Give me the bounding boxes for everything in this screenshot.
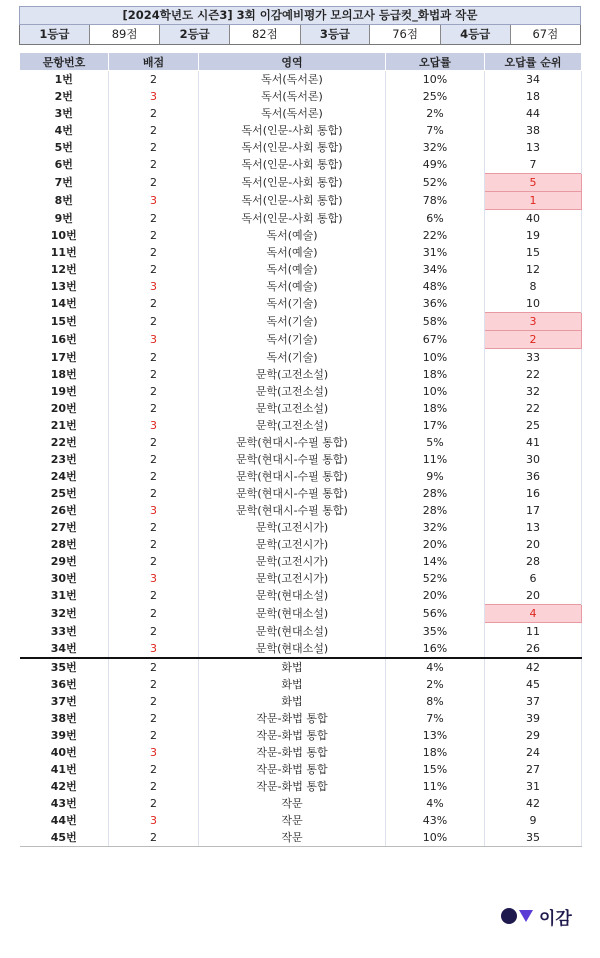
question-number-cell: 28번 bbox=[20, 536, 109, 553]
error-rank-cell: 26 bbox=[485, 640, 582, 658]
logo-circle-icon bbox=[501, 908, 517, 924]
question-number-cell: 8번 bbox=[20, 192, 109, 210]
error-rank-cell: 20 bbox=[485, 587, 582, 605]
table-row bbox=[20, 795, 582, 812]
question-number-cell: 15번 bbox=[20, 313, 109, 331]
error-rank-cell: 7 bbox=[485, 156, 582, 174]
table-row bbox=[20, 605, 582, 623]
error-rate-cell: 67% bbox=[386, 331, 485, 349]
area-cell: 독서(기술) bbox=[199, 349, 386, 367]
error-rate-cell: 18% bbox=[386, 400, 485, 417]
area-cell: 독서(독서론) bbox=[199, 88, 386, 105]
points-cell: 3 bbox=[109, 570, 199, 587]
question-number-cell: 6번 bbox=[20, 156, 109, 174]
question-number-cell: 29번 bbox=[20, 553, 109, 570]
points-cell: 2 bbox=[109, 383, 199, 400]
area-cell: 작문 bbox=[199, 829, 386, 847]
error-rank-cell: 37 bbox=[485, 693, 582, 710]
table-row bbox=[20, 640, 582, 658]
points-cell: 2 bbox=[109, 313, 199, 331]
header-area: 영역 bbox=[199, 53, 386, 71]
error-rate-cell: 48% bbox=[386, 278, 485, 295]
area-cell: 독서(기술) bbox=[199, 295, 386, 313]
question-number-cell: 4번 bbox=[20, 122, 109, 139]
error-rank-cell: 38 bbox=[485, 122, 582, 139]
table-row bbox=[20, 812, 582, 829]
table-row bbox=[20, 71, 582, 89]
grade-label: 1등급 bbox=[20, 25, 90, 44]
question-number-cell: 11번 bbox=[20, 244, 109, 261]
table-row bbox=[20, 227, 582, 244]
points-cell: 2 bbox=[109, 605, 199, 623]
error-rate-cell: 14% bbox=[386, 553, 485, 570]
question-number-cell: 27번 bbox=[20, 519, 109, 536]
error-rate-cell: 56% bbox=[386, 605, 485, 623]
question-number-cell: 39번 bbox=[20, 727, 109, 744]
error-rank-cell: 13 bbox=[485, 139, 582, 156]
table-row bbox=[20, 536, 582, 553]
table-row bbox=[20, 174, 582, 192]
points-cell: 3 bbox=[109, 88, 199, 105]
error-rate-cell: 36% bbox=[386, 295, 485, 313]
area-cell: 문학(고전소설) bbox=[199, 417, 386, 434]
table-row bbox=[20, 468, 582, 485]
question-number-cell: 3번 bbox=[20, 105, 109, 122]
error-rank-cell: 42 bbox=[485, 795, 582, 812]
error-rank-cell: 44 bbox=[485, 105, 582, 122]
error-rate-cell: 10% bbox=[386, 349, 485, 367]
area-cell: 문학(현대시-수필 통합) bbox=[199, 451, 386, 468]
area-cell: 문학(고전소설) bbox=[199, 383, 386, 400]
error-rank-cell: 41 bbox=[485, 434, 582, 451]
error-rate-cell: 52% bbox=[386, 570, 485, 587]
points-cell: 2 bbox=[109, 658, 199, 676]
error-rate-cell: 5% bbox=[386, 434, 485, 451]
question-number-cell: 17번 bbox=[20, 349, 109, 367]
points-cell: 2 bbox=[109, 778, 199, 795]
table-row bbox=[20, 693, 582, 710]
error-rate-cell: 32% bbox=[386, 139, 485, 156]
area-cell: 화법 bbox=[199, 693, 386, 710]
points-cell: 3 bbox=[109, 417, 199, 434]
grade-score: 82점 bbox=[230, 25, 300, 44]
table-row bbox=[20, 658, 582, 676]
area-cell: 독서(인문-사회 통합) bbox=[199, 122, 386, 139]
table-row bbox=[20, 210, 582, 228]
table-row bbox=[20, 366, 582, 383]
error-rate-cell: 28% bbox=[386, 502, 485, 519]
question-number-cell: 21번 bbox=[20, 417, 109, 434]
table-row bbox=[20, 417, 582, 434]
error-rate-cell: 9% bbox=[386, 468, 485, 485]
area-cell: 문학(현대시-수필 통합) bbox=[199, 502, 386, 519]
table-row bbox=[20, 744, 582, 761]
area-cell: 작문-화법 통합 bbox=[199, 710, 386, 727]
question-number-cell: 14번 bbox=[20, 295, 109, 313]
points-cell: 2 bbox=[109, 400, 199, 417]
points-cell: 2 bbox=[109, 536, 199, 553]
error-rate-cell: 10% bbox=[386, 383, 485, 400]
error-rank-cell: 13 bbox=[485, 519, 582, 536]
table-row bbox=[20, 710, 582, 727]
error-rank-cell: 32 bbox=[485, 383, 582, 400]
points-cell: 2 bbox=[109, 139, 199, 156]
points-cell: 2 bbox=[109, 434, 199, 451]
table-row bbox=[20, 587, 582, 605]
error-rank-cell: 39 bbox=[485, 710, 582, 727]
error-rank-cell: 29 bbox=[485, 727, 582, 744]
area-cell: 문학(고전소설) bbox=[199, 400, 386, 417]
points-cell: 2 bbox=[109, 451, 199, 468]
area-cell: 작문 bbox=[199, 812, 386, 829]
area-cell: 문학(현대소설) bbox=[199, 587, 386, 605]
error-rank-cell: 25 bbox=[485, 417, 582, 434]
header-question-no: 문항번호 bbox=[20, 53, 109, 71]
error-rank-cell: 34 bbox=[485, 71, 582, 89]
error-rank-cell: 27 bbox=[485, 761, 582, 778]
points-cell: 2 bbox=[109, 227, 199, 244]
table-row bbox=[20, 676, 582, 693]
error-rate-cell: 28% bbox=[386, 485, 485, 502]
area-cell: 독서(독서론) bbox=[199, 105, 386, 122]
area-cell: 작문-화법 통합 bbox=[199, 744, 386, 761]
table-row bbox=[20, 105, 582, 122]
question-number-cell: 40번 bbox=[20, 744, 109, 761]
area-cell: 화법 bbox=[199, 658, 386, 676]
error-rank-cell: 35 bbox=[485, 829, 582, 847]
error-rate-cell: 31% bbox=[386, 244, 485, 261]
area-cell: 문학(고전시가) bbox=[199, 553, 386, 570]
table-row bbox=[20, 383, 582, 400]
points-cell: 2 bbox=[109, 244, 199, 261]
area-cell: 문학(현대시-수필 통합) bbox=[199, 468, 386, 485]
error-rank-cell: 22 bbox=[485, 366, 582, 383]
area-cell: 독서(인문-사회 통합) bbox=[199, 192, 386, 210]
error-rate-cell: 43% bbox=[386, 812, 485, 829]
error-rank-cell: 40 bbox=[485, 210, 582, 228]
error-rank-cell: 42 bbox=[485, 658, 582, 676]
error-rank-cell: 30 bbox=[485, 451, 582, 468]
area-cell: 독서(예술) bbox=[199, 244, 386, 261]
area-cell: 독서(독서론) bbox=[199, 71, 386, 89]
points-cell: 3 bbox=[109, 812, 199, 829]
error-rate-cell: 16% bbox=[386, 640, 485, 658]
points-cell: 2 bbox=[109, 710, 199, 727]
question-number-cell: 33번 bbox=[20, 623, 109, 641]
error-rate-cell: 11% bbox=[386, 451, 485, 468]
question-number-cell: 32번 bbox=[20, 605, 109, 623]
error-rate-cell: 20% bbox=[386, 587, 485, 605]
table-row bbox=[20, 778, 582, 795]
points-cell: 3 bbox=[109, 331, 199, 349]
error-rate-cell: 32% bbox=[386, 519, 485, 536]
error-rank-cell: 6 bbox=[485, 570, 582, 587]
points-cell: 2 bbox=[109, 156, 199, 174]
area-cell: 작문 bbox=[199, 795, 386, 812]
error-rank-cell: 36 bbox=[485, 468, 582, 485]
error-rank-cell: 33 bbox=[485, 349, 582, 367]
points-cell: 2 bbox=[109, 122, 199, 139]
error-rate-cell: 34% bbox=[386, 261, 485, 278]
points-cell: 3 bbox=[109, 192, 199, 210]
area-cell: 독서(기술) bbox=[199, 331, 386, 349]
error-rank-cell: 15 bbox=[485, 244, 582, 261]
question-number-cell: 30번 bbox=[20, 570, 109, 587]
area-cell: 독서(인문-사회 통합) bbox=[199, 139, 386, 156]
error-rank-cell: 10 bbox=[485, 295, 582, 313]
error-rate-cell: 11% bbox=[386, 778, 485, 795]
question-number-cell: 41번 bbox=[20, 761, 109, 778]
table-row bbox=[20, 122, 582, 139]
question-number-cell: 13번 bbox=[20, 278, 109, 295]
error-rate-cell: 7% bbox=[386, 122, 485, 139]
table-row bbox=[20, 502, 582, 519]
grade-score: 76점 bbox=[370, 25, 440, 44]
area-cell: 독서(예술) bbox=[199, 261, 386, 278]
question-number-cell: 34번 bbox=[20, 640, 109, 658]
error-rate-cell: 20% bbox=[386, 536, 485, 553]
table-row bbox=[20, 829, 582, 847]
area-cell: 독서(예술) bbox=[199, 278, 386, 295]
table-row bbox=[20, 485, 582, 502]
points-cell: 2 bbox=[109, 71, 199, 89]
question-number-cell: 16번 bbox=[20, 331, 109, 349]
error-rank-cell: 19 bbox=[485, 227, 582, 244]
grade-cut-row bbox=[19, 25, 581, 45]
error-rate-cell: 18% bbox=[386, 366, 485, 383]
page-title: [2024학년도 시즌3] 3회 이감예비평가 모의고사 등급컷_화법과 작문 bbox=[19, 6, 581, 25]
points-cell: 2 bbox=[109, 174, 199, 192]
points-cell: 2 bbox=[109, 623, 199, 641]
question-table bbox=[19, 52, 582, 847]
question-number-cell: 26번 bbox=[20, 502, 109, 519]
points-cell: 2 bbox=[109, 727, 199, 744]
error-rate-cell: 17% bbox=[386, 417, 485, 434]
area-cell: 독서(예술) bbox=[199, 227, 386, 244]
question-number-cell: 18번 bbox=[20, 366, 109, 383]
table-row bbox=[20, 761, 582, 778]
question-number-cell: 12번 bbox=[20, 261, 109, 278]
error-rank-cell: 11 bbox=[485, 623, 582, 641]
points-cell: 2 bbox=[109, 761, 199, 778]
points-cell: 3 bbox=[109, 744, 199, 761]
points-cell: 2 bbox=[109, 105, 199, 122]
error-rate-cell: 35% bbox=[386, 623, 485, 641]
table-header-row bbox=[20, 53, 582, 71]
points-cell: 2 bbox=[109, 553, 199, 570]
error-rank-cell: 5 bbox=[485, 174, 582, 192]
table-row bbox=[20, 88, 582, 105]
error-rank-cell: 9 bbox=[485, 812, 582, 829]
table-row bbox=[20, 349, 582, 367]
question-number-cell: 1번 bbox=[20, 71, 109, 89]
points-cell: 2 bbox=[109, 829, 199, 847]
table-row bbox=[20, 156, 582, 174]
error-rank-cell: 2 bbox=[485, 331, 582, 349]
question-number-cell: 44번 bbox=[20, 812, 109, 829]
header-points: 배점 bbox=[109, 53, 199, 71]
area-cell: 문학(고전시가) bbox=[199, 536, 386, 553]
question-number-cell: 37번 bbox=[20, 693, 109, 710]
table-row bbox=[20, 553, 582, 570]
error-rate-cell: 10% bbox=[386, 829, 485, 847]
error-rate-cell: 10% bbox=[386, 71, 485, 89]
question-number-cell: 10번 bbox=[20, 227, 109, 244]
error-rank-cell: 22 bbox=[485, 400, 582, 417]
error-rank-cell: 18 bbox=[485, 88, 582, 105]
points-cell: 2 bbox=[109, 468, 199, 485]
table-row bbox=[20, 570, 582, 587]
error-rate-cell: 18% bbox=[386, 744, 485, 761]
area-cell: 문학(현대소설) bbox=[199, 640, 386, 658]
error-rank-cell: 45 bbox=[485, 676, 582, 693]
points-cell: 2 bbox=[109, 295, 199, 313]
area-cell: 문학(현대소설) bbox=[199, 623, 386, 641]
error-rate-cell: 52% bbox=[386, 174, 485, 192]
question-number-cell: 42번 bbox=[20, 778, 109, 795]
error-rate-cell: 4% bbox=[386, 658, 485, 676]
error-rate-cell: 78% bbox=[386, 192, 485, 210]
table-row bbox=[20, 400, 582, 417]
points-cell: 2 bbox=[109, 587, 199, 605]
points-cell: 2 bbox=[109, 693, 199, 710]
area-cell: 독서(인문-사회 통합) bbox=[199, 156, 386, 174]
table-row bbox=[20, 451, 582, 468]
table-row bbox=[20, 331, 582, 349]
question-number-cell: 2번 bbox=[20, 88, 109, 105]
igam-logo bbox=[501, 906, 572, 929]
grade-label: 3등급 bbox=[301, 25, 371, 44]
error-rank-cell: 16 bbox=[485, 485, 582, 502]
error-rate-cell: 15% bbox=[386, 761, 485, 778]
points-cell: 3 bbox=[109, 640, 199, 658]
logo-triangle-icon bbox=[519, 910, 533, 922]
table-row bbox=[20, 519, 582, 536]
grade-label: 2등급 bbox=[160, 25, 230, 44]
area-cell: 독서(인문-사회 통합) bbox=[199, 210, 386, 228]
area-cell: 작문-화법 통합 bbox=[199, 761, 386, 778]
error-rate-cell: 7% bbox=[386, 710, 485, 727]
error-rate-cell: 22% bbox=[386, 227, 485, 244]
question-number-cell: 25번 bbox=[20, 485, 109, 502]
question-number-cell: 35번 bbox=[20, 658, 109, 676]
error-rate-cell: 6% bbox=[386, 210, 485, 228]
table-row bbox=[20, 278, 582, 295]
area-cell: 문학(현대소설) bbox=[199, 605, 386, 623]
logo-text: 이감 bbox=[539, 908, 572, 929]
points-cell: 3 bbox=[109, 502, 199, 519]
table-row bbox=[20, 192, 582, 210]
table-row bbox=[20, 434, 582, 451]
table-row bbox=[20, 244, 582, 261]
error-rate-cell: 2% bbox=[386, 676, 485, 693]
error-rank-cell: 20 bbox=[485, 536, 582, 553]
area-cell: 독서(기술) bbox=[199, 313, 386, 331]
question-number-cell: 31번 bbox=[20, 587, 109, 605]
question-number-cell: 45번 bbox=[20, 829, 109, 847]
area-cell: 독서(인문-사회 통합) bbox=[199, 174, 386, 192]
question-number-cell: 24번 bbox=[20, 468, 109, 485]
table-row bbox=[20, 261, 582, 278]
grade-label: 4등급 bbox=[441, 25, 511, 44]
points-cell: 2 bbox=[109, 349, 199, 367]
error-rate-cell: 4% bbox=[386, 795, 485, 812]
area-cell: 문학(현대시-수필 통합) bbox=[199, 485, 386, 502]
header-error-rank: 오답률 순위 bbox=[485, 53, 582, 71]
error-rank-cell: 12 bbox=[485, 261, 582, 278]
error-rate-cell: 2% bbox=[386, 105, 485, 122]
question-number-cell: 43번 bbox=[20, 795, 109, 812]
error-rate-cell: 58% bbox=[386, 313, 485, 331]
error-rank-cell: 8 bbox=[485, 278, 582, 295]
question-number-cell: 20번 bbox=[20, 400, 109, 417]
area-cell: 문학(현대시-수필 통합) bbox=[199, 434, 386, 451]
error-rank-cell: 31 bbox=[485, 778, 582, 795]
error-rate-cell: 8% bbox=[386, 693, 485, 710]
area-cell: 문학(고전시가) bbox=[199, 519, 386, 536]
area-cell: 문학(고전소설) bbox=[199, 366, 386, 383]
points-cell: 3 bbox=[109, 278, 199, 295]
question-number-cell: 22번 bbox=[20, 434, 109, 451]
points-cell: 2 bbox=[109, 485, 199, 502]
question-number-cell: 38번 bbox=[20, 710, 109, 727]
points-cell: 2 bbox=[109, 795, 199, 812]
grade-score: 89점 bbox=[90, 25, 160, 44]
question-number-cell: 9번 bbox=[20, 210, 109, 228]
error-rank-cell: 4 bbox=[485, 605, 582, 623]
error-rank-cell: 28 bbox=[485, 553, 582, 570]
points-cell: 2 bbox=[109, 210, 199, 228]
table-row bbox=[20, 139, 582, 156]
question-number-cell: 5번 bbox=[20, 139, 109, 156]
area-cell: 작문-화법 통합 bbox=[199, 727, 386, 744]
area-cell: 문학(고전시가) bbox=[199, 570, 386, 587]
error-rank-cell: 1 bbox=[485, 192, 582, 210]
error-rate-cell: 49% bbox=[386, 156, 485, 174]
points-cell: 2 bbox=[109, 519, 199, 536]
question-number-cell: 19번 bbox=[20, 383, 109, 400]
question-number-cell: 23번 bbox=[20, 451, 109, 468]
area-cell: 작문-화법 통합 bbox=[199, 778, 386, 795]
table-row bbox=[20, 727, 582, 744]
error-rank-cell: 24 bbox=[485, 744, 582, 761]
table-row bbox=[20, 313, 582, 331]
error-rate-cell: 25% bbox=[386, 88, 485, 105]
table-row bbox=[20, 623, 582, 641]
error-rank-cell: 3 bbox=[485, 313, 582, 331]
points-cell: 2 bbox=[109, 366, 199, 383]
error-rank-cell: 17 bbox=[485, 502, 582, 519]
points-cell: 2 bbox=[109, 676, 199, 693]
points-cell: 2 bbox=[109, 261, 199, 278]
table-row bbox=[20, 295, 582, 313]
grade-score: 67점 bbox=[511, 25, 580, 44]
question-number-cell: 36번 bbox=[20, 676, 109, 693]
header-error-rate: 오답률 bbox=[386, 53, 485, 71]
area-cell: 화법 bbox=[199, 676, 386, 693]
question-number-cell: 7번 bbox=[20, 174, 109, 192]
error-rate-cell: 13% bbox=[386, 727, 485, 744]
